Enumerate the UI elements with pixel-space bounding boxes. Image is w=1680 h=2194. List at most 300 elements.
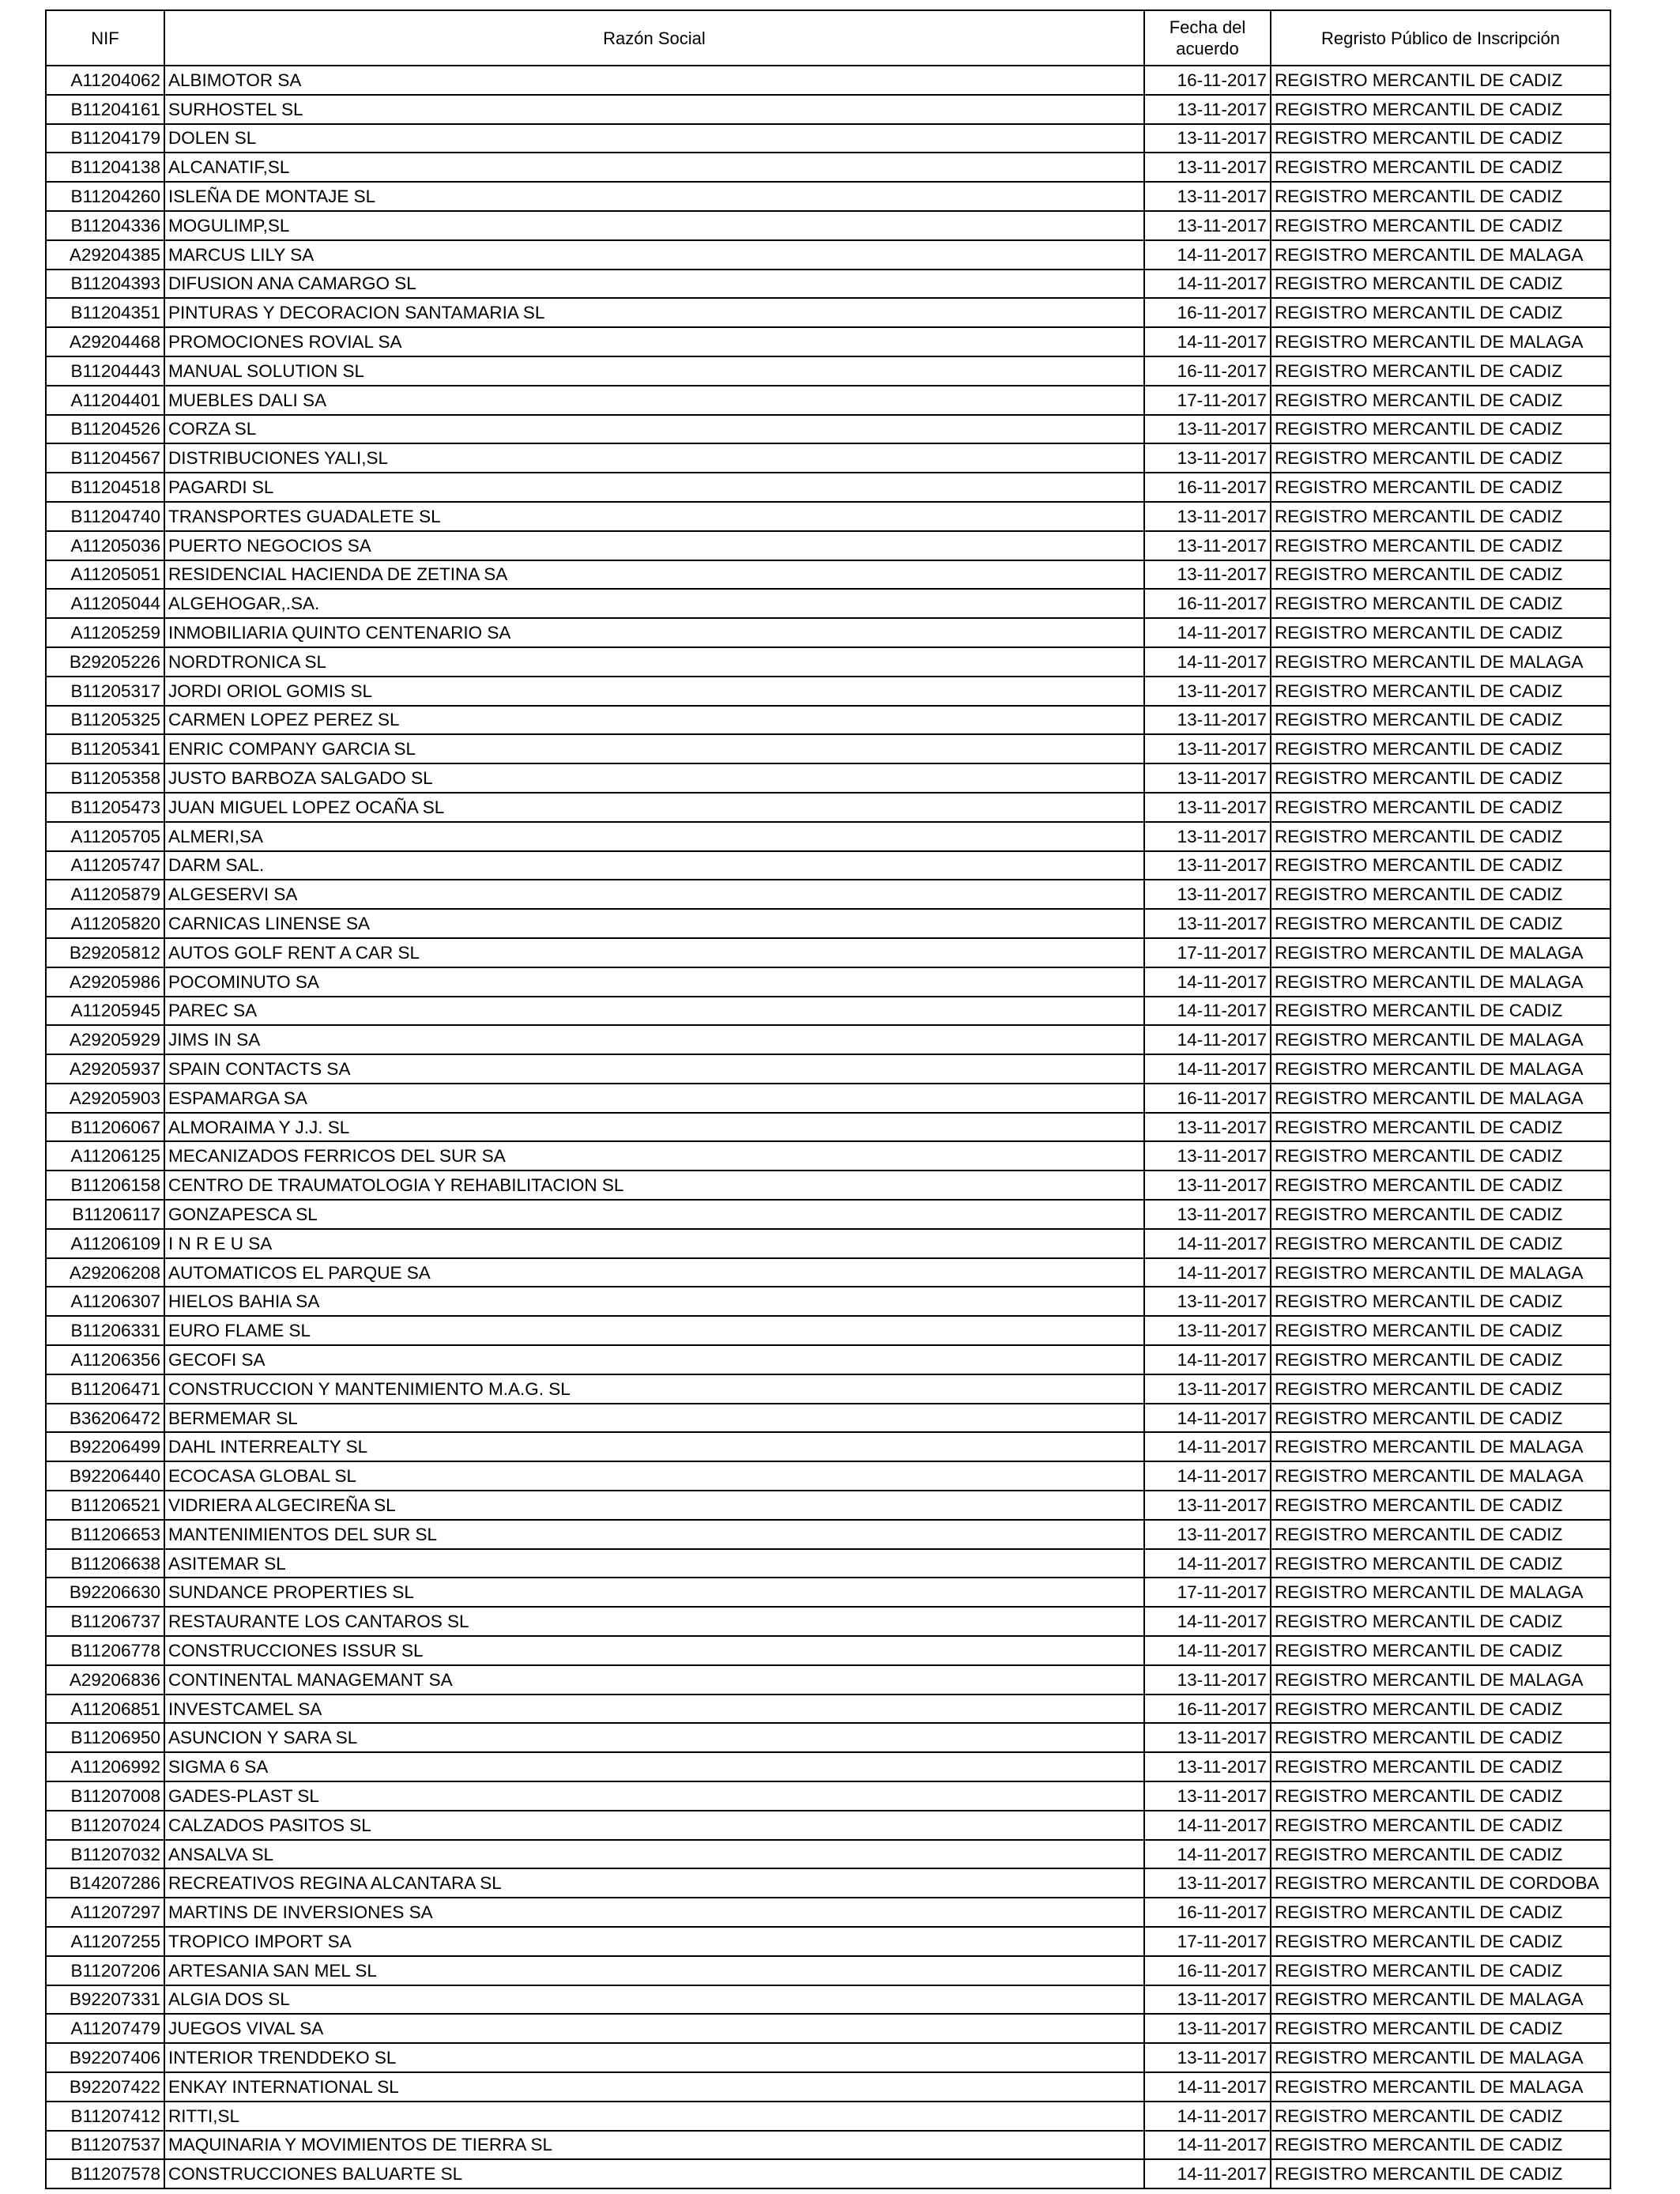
table-row [46,153,1610,182]
cell-fecha-acuerdo: 13-11-2017 [1144,443,1271,473]
cell-fecha-acuerdo: 13-11-2017 [1144,1374,1271,1404]
cell-registro: REGISTRO MERCANTIL DE CADIZ [1271,2131,1610,2160]
cell-fecha-acuerdo: 13-11-2017 [1144,706,1271,735]
cell-registro: REGISTRO MERCANTIL DE CADIZ [1271,95,1610,124]
table-row [46,734,1610,763]
cell-registro: REGISTRO MERCANTIL DE MALAGA [1271,2072,1610,2102]
table-row [46,1898,1610,1927]
cell-razon-social: EURO FLAME SL [164,1316,1144,1345]
cell-razon-social: JUSTO BARBOZA SALGADO SL [164,763,1144,793]
cell-razon-social: RECREATIVOS REGINA ALCANTARA SL [164,1868,1144,1898]
cell-razon-social: DARM SAL. [164,851,1144,880]
cell-nif: B11205358 [46,763,164,793]
cell-razon-social: GONZAPESCA SL [164,1200,1144,1229]
cell-nif: A11206125 [46,1141,164,1171]
cell-nif: B11207206 [46,1956,164,1985]
cell-fecha-acuerdo: 14-11-2017 [1144,2159,1271,2188]
header-fecha-acuerdo [1144,10,1271,66]
cell-razon-social: MANUAL SOLUTION SL [164,356,1144,386]
cell-razon-social: CENTRO DE TRAUMATOLOGIA Y REHABILITACION SL [164,1171,1144,1200]
cell-razon-social: ALCANATIF,SL [164,153,1144,182]
cell-nif: A11205036 [46,531,164,560]
cell-razon-social: ANSALVA SL [164,1840,1144,1869]
cell-nif: A11207255 [46,1927,164,1956]
cell-nif: B11206331 [46,1316,164,1345]
cell-registro: REGISTRO MERCANTIL DE CADIZ [1271,793,1610,822]
cell-fecha-acuerdo: 14-11-2017 [1144,270,1271,299]
table-row [46,1025,1610,1054]
cell-registro: REGISTRO MERCANTIL DE CADIZ [1271,270,1610,299]
table-row [46,1113,1610,1142]
table-row [46,1491,1610,1520]
table-row [46,356,1610,386]
table-row [46,2072,1610,2102]
cell-razon-social: MOGULIMP,SL [164,211,1144,240]
cell-fecha-acuerdo: 14-11-2017 [1144,1461,1271,1491]
table-row [46,677,1610,706]
table-row [46,851,1610,880]
cell-razon-social: CONSTRUCCIONES BALUARTE SL [164,2159,1144,2188]
cell-registro: REGISTRO MERCANTIL DE CADIZ [1271,1171,1610,1200]
cell-fecha-acuerdo: 16-11-2017 [1144,1956,1271,1985]
cell-razon-social: POCOMINUTO SA [164,967,1144,997]
cell-nif: B29205812 [46,938,164,967]
cell-razon-social: ENKAY INTERNATIONAL SL [164,2072,1144,2102]
cell-nif: B11207032 [46,1840,164,1869]
cell-registro: REGISTRO MERCANTIL DE CADIZ [1271,997,1610,1026]
table-row [46,1840,1610,1869]
cell-registro: REGISTRO MERCANTIL DE CADIZ [1271,2102,1610,2131]
header-fecha-line1: Fecha del [1169,17,1246,37]
cell-razon-social: SURHOSTEL SL [164,95,1144,124]
table-row [46,1316,1610,1345]
cell-razon-social: DIFUSION ANA CAMARGO SL [164,270,1144,299]
cell-fecha-acuerdo: 14-11-2017 [1144,1345,1271,1374]
cell-registro: REGISTRO MERCANTIL DE CADIZ [1271,1927,1610,1956]
cell-nif: B11207024 [46,1811,164,1840]
table-row [46,880,1610,909]
cell-registro: REGISTRO MERCANTIL DE CADIZ [1271,618,1610,647]
cell-fecha-acuerdo: 13-11-2017 [1144,502,1271,531]
cell-nif: A29205937 [46,1054,164,1084]
cell-nif: A11206109 [46,1229,164,1258]
cell-fecha-acuerdo: 13-11-2017 [1144,1171,1271,1200]
cell-nif: A11205259 [46,618,164,647]
cell-registro: REGISTRO MERCANTIL DE CADIZ [1271,909,1610,938]
cell-registro: REGISTRO MERCANTIL DE MALAGA [1271,1025,1610,1054]
cell-registro: REGISTRO MERCANTIL DE CADIZ [1271,589,1610,618]
table-row [46,1549,1610,1578]
cell-nif: A29206208 [46,1258,164,1287]
cell-fecha-acuerdo: 16-11-2017 [1144,66,1271,95]
cell-nif: B11205473 [46,793,164,822]
cell-razon-social: CALZADOS PASITOS SL [164,1811,1144,1840]
table-row [46,1927,1610,1956]
table-row [46,95,1610,124]
cell-razon-social: PROMOCIONES ROVIAL SA [164,327,1144,356]
cell-fecha-acuerdo: 13-11-2017 [1144,124,1271,153]
cell-nif: B11206471 [46,1374,164,1404]
cell-fecha-acuerdo: 13-11-2017 [1144,2043,1271,2072]
table-row [46,938,1610,967]
cell-razon-social: NORDTRONICA SL [164,647,1144,677]
cell-registro: REGISTRO MERCANTIL DE CADIZ [1271,1200,1610,1229]
cell-registro: REGISTRO MERCANTIL DE MALAGA [1271,647,1610,677]
cell-registro: REGISTRO MERCANTIL DE CADIZ [1271,1229,1610,1258]
cell-registro: REGISTRO MERCANTIL DE CADIZ [1271,1141,1610,1171]
cell-registro: REGISTRO MERCANTIL DE MALAGA [1271,1461,1610,1491]
cell-fecha-acuerdo: 13-11-2017 [1144,851,1271,880]
cell-razon-social: PINTURAS Y DECORACION SANTAMARIA SL [164,298,1144,327]
cell-razon-social: CARNICAS LINENSE SA [164,909,1144,938]
table-row [46,66,1610,95]
cell-fecha-acuerdo: 17-11-2017 [1144,938,1271,967]
cell-nif: B11207537 [46,2131,164,2160]
table-row [46,1956,1610,1985]
cell-razon-social: PAGARDI SL [164,473,1144,502]
cell-razon-social: INVESTCAMEL SA [164,1695,1144,1724]
cell-razon-social: TROPICO IMPORT SA [164,1927,1144,1956]
cell-registro: REGISTRO MERCANTIL DE CORDOBA [1271,1868,1610,1898]
table-row [46,560,1610,590]
table-row [46,1695,1610,1724]
cell-nif: B11207008 [46,1781,164,1811]
cell-fecha-acuerdo: 14-11-2017 [1144,1636,1271,1665]
table-row [46,1461,1610,1491]
cell-registro: REGISTRO MERCANTIL DE MALAGA [1271,938,1610,967]
cell-razon-social: ALMERI,SA [164,822,1144,851]
cell-registro: REGISTRO MERCANTIL DE CADIZ [1271,1695,1610,1724]
cell-registro: REGISTRO MERCANTIL DE MALAGA [1271,2043,1610,2072]
table-row [46,1520,1610,1549]
cell-razon-social: MECANIZADOS FERRICOS DEL SUR SA [164,1141,1144,1171]
cell-fecha-acuerdo: 14-11-2017 [1144,1258,1271,1287]
table-row [46,1811,1610,1840]
cell-registro: REGISTRO MERCANTIL DE MALAGA [1271,1432,1610,1461]
cell-registro: REGISTRO MERCANTIL DE MALAGA [1271,967,1610,997]
cell-fecha-acuerdo: 13-11-2017 [1144,763,1271,793]
cell-fecha-acuerdo: 16-11-2017 [1144,473,1271,502]
cell-razon-social: ECOCASA GLOBAL SL [164,1461,1144,1491]
cell-razon-social: JIMS IN SA [164,1025,1144,1054]
cell-registro: REGISTRO MERCANTIL DE CADIZ [1271,1374,1610,1404]
cell-registro: REGISTRO MERCANTIL DE CADIZ [1271,1781,1610,1811]
cell-fecha-acuerdo: 16-11-2017 [1144,589,1271,618]
cell-razon-social: ISLEÑA DE MONTAJE SL [164,182,1144,211]
cell-fecha-acuerdo: 14-11-2017 [1144,327,1271,356]
cell-registro: REGISTRO MERCANTIL DE CADIZ [1271,1404,1610,1433]
table-row [46,211,1610,240]
cell-razon-social: INMOBILIARIA QUINTO CENTENARIO SA [164,618,1144,647]
registry-table [45,9,1611,2189]
cell-razon-social: INTERIOR TRENDDEKO SL [164,2043,1144,2072]
cell-registro: REGISTRO MERCANTIL DE CADIZ [1271,1113,1610,1142]
cell-fecha-acuerdo: 13-11-2017 [1144,531,1271,560]
cell-razon-social: CORZA SL [164,415,1144,444]
cell-razon-social: GECOFI SA [164,1345,1144,1374]
cell-registro: REGISTRO MERCANTIL DE CADIZ [1271,560,1610,590]
cell-registro: REGISTRO MERCANTIL DE CADIZ [1271,415,1610,444]
cell-nif: A11205044 [46,589,164,618]
cell-fecha-acuerdo: 13-11-2017 [1144,1985,1271,2015]
cell-nif: B14207286 [46,1868,164,1898]
cell-razon-social: TRANSPORTES GUADALETE SL [164,502,1144,531]
header-registro: Regristo Público de Inscripción [1271,10,1610,66]
cell-nif: A29205929 [46,1025,164,1054]
cell-fecha-acuerdo: 13-11-2017 [1144,1113,1271,1142]
table-row [46,1374,1610,1404]
cell-registro: REGISTRO MERCANTIL DE CADIZ [1271,1607,1610,1636]
cell-nif: B11206950 [46,1723,164,1752]
table-row [46,327,1610,356]
cell-fecha-acuerdo: 17-11-2017 [1144,1927,1271,1956]
cell-razon-social: ALGEHOGAR,.SA. [164,589,1144,618]
cell-fecha-acuerdo: 17-11-2017 [1144,1578,1271,1607]
cell-fecha-acuerdo: 14-11-2017 [1144,1549,1271,1578]
cell-fecha-acuerdo: 14-11-2017 [1144,1432,1271,1461]
cell-razon-social: CONSTRUCCIONES ISSUR SL [164,1636,1144,1665]
table-row [46,618,1610,647]
cell-nif: A29206836 [46,1665,164,1695]
cell-fecha-acuerdo: 13-11-2017 [1144,1752,1271,1781]
cell-razon-social: ALGESERVI SA [164,880,1144,909]
cell-nif: A11205945 [46,997,164,1026]
cell-registro: REGISTRO MERCANTIL DE CADIZ [1271,443,1610,473]
table-row [46,270,1610,299]
table-row [46,1171,1610,1200]
cell-razon-social: PAREC SA [164,997,1144,1026]
cell-razon-social: ESPAMARGA SA [164,1084,1144,1113]
cell-razon-social: ENRIC COMPANY GARCIA SL [164,734,1144,763]
cell-razon-social: PUERTO NEGOCIOS SA [164,531,1144,560]
table-row [46,2014,1610,2043]
cell-razon-social: ASITEMAR SL [164,1549,1144,1578]
cell-razon-social: ALGIA DOS SL [164,1985,1144,2015]
cell-registro: REGISTRO MERCANTIL DE CADIZ [1271,763,1610,793]
cell-nif: B11204161 [46,95,164,124]
cell-fecha-acuerdo: 14-11-2017 [1144,1404,1271,1433]
table-row [46,997,1610,1026]
cell-registro: REGISTRO MERCANTIL DE CADIZ [1271,473,1610,502]
cell-nif: B11204443 [46,356,164,386]
cell-fecha-acuerdo: 16-11-2017 [1144,1898,1271,1927]
cell-nif: B11207412 [46,2102,164,2131]
cell-nif: B11204740 [46,502,164,531]
cell-razon-social: JORDI ORIOL GOMIS SL [164,677,1144,706]
cell-nif: B11204138 [46,153,164,182]
cell-fecha-acuerdo: 14-11-2017 [1144,997,1271,1026]
cell-razon-social: SPAIN CONTACTS SA [164,1054,1144,1084]
cell-registro: REGISTRO MERCANTIL DE MALAGA [1271,1665,1610,1695]
cell-nif: B11206067 [46,1113,164,1142]
cell-nif: A11206992 [46,1752,164,1781]
cell-registro: REGISTRO MERCANTIL DE CADIZ [1271,677,1610,706]
cell-nif: B11206638 [46,1549,164,1578]
table-row [46,298,1610,327]
cell-fecha-acuerdo: 14-11-2017 [1144,2102,1271,2131]
table-row [46,1985,1610,2015]
cell-nif: A11207297 [46,1898,164,1927]
table-row [46,182,1610,211]
cell-nif: B11204518 [46,473,164,502]
cell-razon-social: AUTOMATICOS EL PARQUE SA [164,1258,1144,1287]
cell-registro: REGISTRO MERCANTIL DE MALAGA [1271,240,1610,270]
cell-nif: A11206307 [46,1287,164,1316]
table-row [46,1723,1610,1752]
cell-nif: A11205705 [46,822,164,851]
cell-razon-social: CARMEN LOPEZ PEREZ SL [164,706,1144,735]
table-row [46,1636,1610,1665]
cell-razon-social: DAHL INTERREALTY SL [164,1432,1144,1461]
cell-razon-social: RITTI,SL [164,2102,1144,2131]
table-row [46,1200,1610,1229]
cell-razon-social: MARCUS LILY SA [164,240,1144,270]
cell-fecha-acuerdo: 13-11-2017 [1144,1723,1271,1752]
cell-razon-social: MARTINS DE INVERSIONES SA [164,1898,1144,1927]
cell-registro: REGISTRO MERCANTIL DE CADIZ [1271,851,1610,880]
cell-fecha-acuerdo: 14-11-2017 [1144,240,1271,270]
cell-registro: REGISTRO MERCANTIL DE CADIZ [1271,124,1610,153]
cell-razon-social: HIELOS BAHIA SA [164,1287,1144,1316]
table-body [46,66,1610,2188]
cell-nif: B92206630 [46,1578,164,1607]
cell-registro: REGISTRO MERCANTIL DE CADIZ [1271,386,1610,415]
table-row [46,909,1610,938]
cell-nif: B11204179 [46,124,164,153]
cell-fecha-acuerdo: 16-11-2017 [1144,1084,1271,1113]
cell-fecha-acuerdo: 14-11-2017 [1144,2131,1271,2160]
table-row [46,1868,1610,1898]
cell-nif: B11204526 [46,415,164,444]
table-row [46,240,1610,270]
cell-registro: REGISTRO MERCANTIL DE CADIZ [1271,1752,1610,1781]
cell-fecha-acuerdo: 14-11-2017 [1144,1054,1271,1084]
cell-nif: B92207331 [46,1985,164,2015]
cell-registro: REGISTRO MERCANTIL DE CADIZ [1271,531,1610,560]
cell-razon-social: MUEBLES DALI SA [164,386,1144,415]
cell-nif: A11204401 [46,386,164,415]
cell-fecha-acuerdo: 13-11-2017 [1144,1868,1271,1898]
cell-nif: B11206117 [46,1200,164,1229]
cell-registro: REGISTRO MERCANTIL DE CADIZ [1271,2159,1610,2188]
cell-nif: A11206851 [46,1695,164,1724]
cell-nif: B92206499 [46,1432,164,1461]
cell-nif: B11204393 [46,270,164,299]
table-row [46,2043,1610,2072]
table-row [46,1229,1610,1258]
cell-fecha-acuerdo: 14-11-2017 [1144,1025,1271,1054]
cell-nif: A29204385 [46,240,164,270]
cell-registro: REGISTRO MERCANTIL DE CADIZ [1271,1520,1610,1549]
cell-fecha-acuerdo: 13-11-2017 [1144,880,1271,909]
cell-fecha-acuerdo: 14-11-2017 [1144,1840,1271,1869]
header-fecha-line2: acuerdo [1176,39,1239,58]
cell-razon-social: VIDRIERA ALGECIREÑA SL [164,1491,1144,1520]
cell-nif: A29205986 [46,967,164,997]
cell-nif: B11206521 [46,1491,164,1520]
cell-registro: REGISTRO MERCANTIL DE MALAGA [1271,1578,1610,1607]
table-row [46,124,1610,153]
cell-fecha-acuerdo: 17-11-2017 [1144,386,1271,415]
cell-fecha-acuerdo: 13-11-2017 [1144,415,1271,444]
table-row [46,1141,1610,1171]
cell-registro: REGISTRO MERCANTIL DE CADIZ [1271,2014,1610,2043]
cell-fecha-acuerdo: 13-11-2017 [1144,211,1271,240]
header-nif: NIF [46,10,164,66]
cell-nif: B11206653 [46,1520,164,1549]
cell-nif: B11204351 [46,298,164,327]
cell-registro: REGISTRO MERCANTIL DE CADIZ [1271,66,1610,95]
table-row [46,1287,1610,1316]
cell-fecha-acuerdo: 14-11-2017 [1144,618,1271,647]
table-row [46,386,1610,415]
cell-nif: A11205747 [46,851,164,880]
cell-razon-social: ASUNCION Y SARA SL [164,1723,1144,1752]
cell-fecha-acuerdo: 13-11-2017 [1144,1665,1271,1695]
cell-nif: A11205051 [46,560,164,590]
table-row [46,1607,1610,1636]
cell-fecha-acuerdo: 13-11-2017 [1144,1316,1271,1345]
table-row [46,1578,1610,1607]
table-row [46,1258,1610,1287]
cell-nif: B29205226 [46,647,164,677]
cell-registro: REGISTRO MERCANTIL DE CADIZ [1271,880,1610,909]
cell-registro: REGISTRO MERCANTIL DE MALAGA [1271,327,1610,356]
cell-nif: B11205325 [46,706,164,735]
cell-razon-social: BERMEMAR SL [164,1404,1144,1433]
table-row [46,793,1610,822]
table-row [46,763,1610,793]
header-razon-social: Razón Social [164,10,1144,66]
cell-nif: B92207422 [46,2072,164,2102]
cell-nif: B11204567 [46,443,164,473]
table-row [46,531,1610,560]
cell-fecha-acuerdo: 13-11-2017 [1144,909,1271,938]
cell-fecha-acuerdo: 14-11-2017 [1144,1811,1271,1840]
table-row [46,967,1610,997]
cell-razon-social: MANTENIMIENTOS DEL SUR SL [164,1520,1144,1549]
table-row [46,589,1610,618]
cell-registro: REGISTRO MERCANTIL DE MALAGA [1271,1258,1610,1287]
cell-registro: REGISTRO MERCANTIL DE MALAGA [1271,1985,1610,2015]
table-row [46,1345,1610,1374]
table-row [46,1084,1610,1113]
cell-razon-social: RESTAURANTE LOS CANTAROS SL [164,1607,1144,1636]
cell-registro: REGISTRO MERCANTIL DE CADIZ [1271,153,1610,182]
cell-razon-social: DOLEN SL [164,124,1144,153]
cell-nif: A11204062 [46,66,164,95]
cell-razon-social: DISTRIBUCIONES YALI,SL [164,443,1144,473]
cell-registro: REGISTRO MERCANTIL DE CADIZ [1271,1723,1610,1752]
cell-nif: B36206472 [46,1404,164,1433]
cell-nif: A11206356 [46,1345,164,1374]
cell-fecha-acuerdo: 13-11-2017 [1144,153,1271,182]
cell-nif: B92206440 [46,1461,164,1491]
cell-fecha-acuerdo: 13-11-2017 [1144,1781,1271,1811]
cell-razon-social: AUTOS GOLF RENT A CAR SL [164,938,1144,967]
cell-razon-social: GADES-PLAST SL [164,1781,1144,1811]
table-row [46,2102,1610,2131]
cell-fecha-acuerdo: 13-11-2017 [1144,734,1271,763]
cell-fecha-acuerdo: 14-11-2017 [1144,2072,1271,2102]
cell-fecha-acuerdo: 16-11-2017 [1144,1695,1271,1724]
cell-nif: B11206737 [46,1607,164,1636]
cell-nif: A11205820 [46,909,164,938]
table-row [46,2131,1610,2160]
cell-registro: REGISTRO MERCANTIL DE CADIZ [1271,1287,1610,1316]
cell-fecha-acuerdo: 13-11-2017 [1144,1491,1271,1520]
cell-fecha-acuerdo: 14-11-2017 [1144,967,1271,997]
